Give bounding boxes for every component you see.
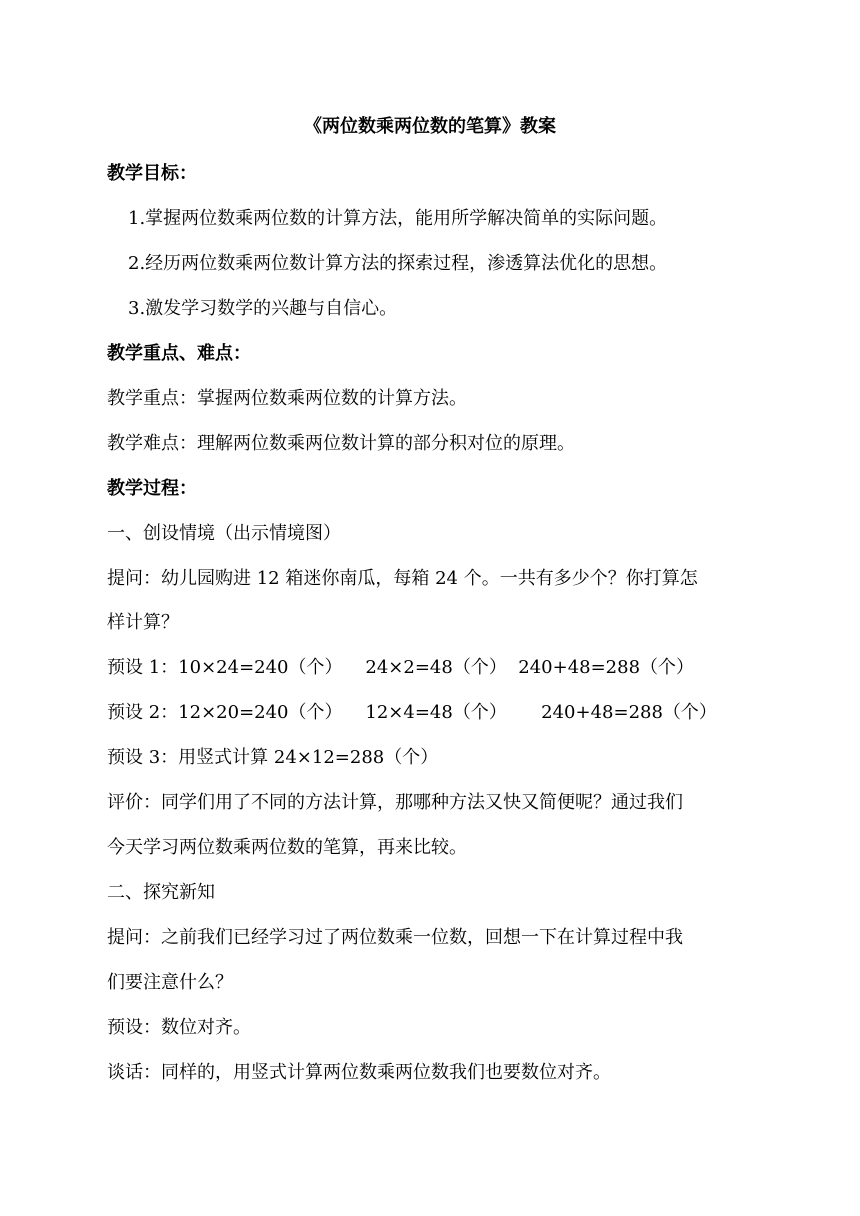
document-title: 《两位数乘两位数的笔算》教案: [304, 116, 556, 137]
paragraph-line: 们要注意什么？: [107, 972, 233, 993]
preset-line: 预设：数位对齐。: [107, 1017, 251, 1038]
paragraph-line: 评价：同学们用了不同的方法计算，那哪种方法又快又简便呢？通过我们: [107, 792, 683, 813]
objective-item: 3.激发学习数学的兴趣与自信心。: [128, 298, 398, 319]
preset-line: 预设 3：用竖式计算 24×12=288（个）: [107, 747, 439, 768]
paragraph-line: 提问：之前我们已经学习过了两位数乘一位数，回想一下在计算过程中我: [107, 927, 683, 948]
paragraph-line: 今天学习两位数乘两位数的笔算，再来比较。: [107, 837, 467, 858]
difficult-point: 教学难点：理解两位数乘两位数计算的部分积对位的原理。: [107, 433, 575, 454]
section-heading: 一、创设情境（出示情境图）: [107, 523, 341, 544]
key-point: 教学重点：掌握两位数乘两位数的计算方法。: [107, 388, 467, 409]
preset-line: 预设 2：12×20=240（个） 12×4=48（个） 240+48=288（个）: [107, 702, 717, 723]
preset-line: 预设 1：10×24=240（个） 24×2=48（个） 240+48=288（个）: [107, 657, 695, 678]
objective-item: 1.掌握两位数乘两位数的计算方法，能用所学解决简单的实际问题。: [128, 208, 668, 229]
paragraph-line: 样计算？: [107, 612, 179, 633]
paragraph-line: 谈话：同样的，用竖式计算两位数乘两位数我们也要数位对齐。: [107, 1062, 611, 1083]
process-heading: 教学过程：: [107, 478, 197, 499]
paragraph-line: 提问：幼儿园购进 12 箱迷你南瓜，每箱 24 个。一共有多少个？你打算怎: [107, 568, 698, 589]
objectives-heading: 教学目标：: [107, 163, 197, 184]
section-heading: 二、探究新知: [107, 882, 215, 903]
keypoints-heading: 教学重点、难点：: [107, 343, 251, 364]
objective-item: 2.经历两位数乘两位数计算方法的探索过程，渗透算法优化的思想。: [128, 253, 668, 274]
